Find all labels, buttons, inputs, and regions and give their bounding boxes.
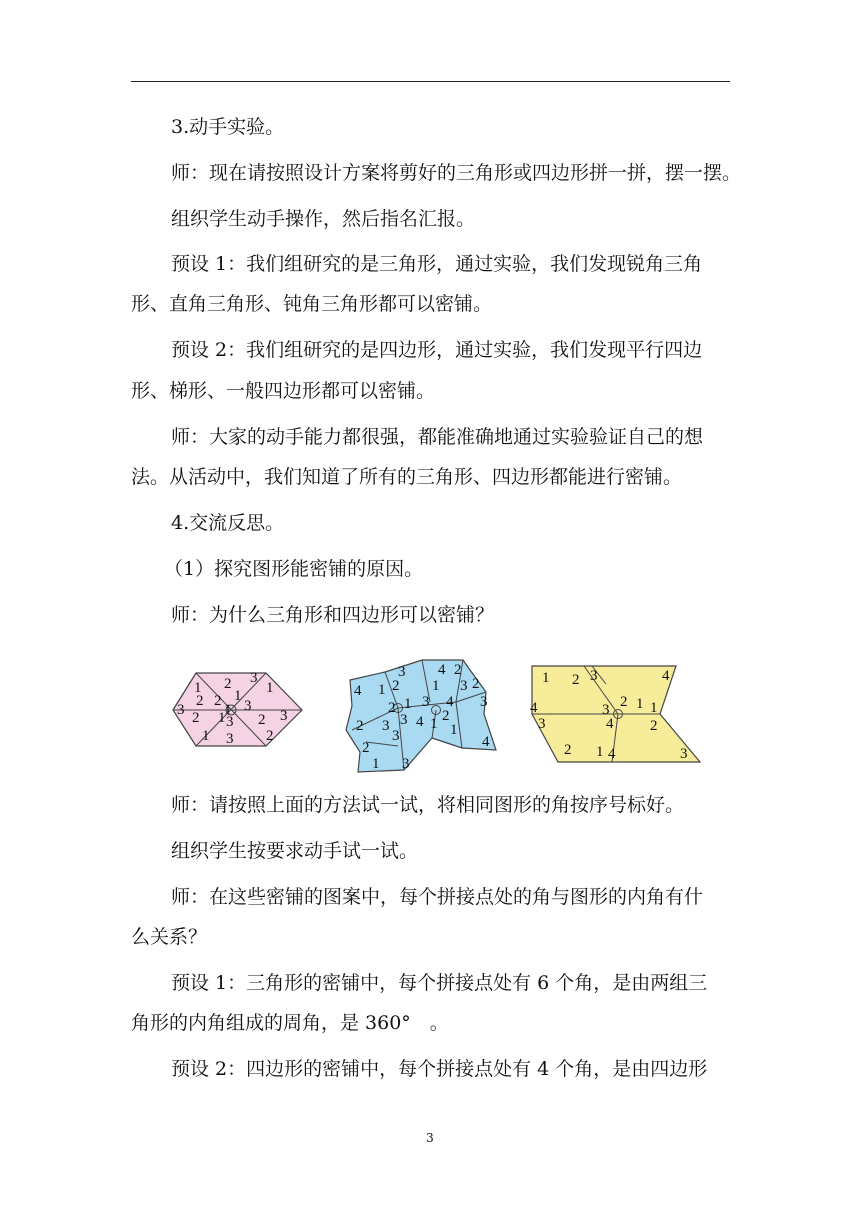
angle-label: 2: [650, 718, 658, 734]
paragraph: 么关系？: [131, 926, 208, 948]
paragraph: 角形的内角组成的周角，是 360° 。: [131, 1012, 449, 1034]
paragraph: 4.交流反思。: [171, 512, 285, 534]
angle-label: 3: [398, 664, 406, 680]
angle-label: 3: [226, 714, 234, 730]
paragraph: 预设 2：四边形的密铺中，每个拼接点处有 4 个角，是由四边形: [171, 1058, 708, 1080]
angle-label: 3: [226, 731, 234, 747]
angle-label: 3: [244, 698, 252, 714]
angle-label: 2: [442, 708, 450, 724]
angle-label: 2: [392, 678, 400, 694]
angle-label: 3: [590, 668, 598, 684]
angle-label: 4: [606, 716, 614, 732]
angle-label: 4: [662, 668, 670, 684]
angle-label: 2: [192, 710, 200, 726]
paragraph: 预设 1：三角形的密铺中，每个拼接点处有 6 个角，是由两组三: [171, 972, 708, 994]
angle-label: 2: [454, 662, 462, 678]
paragraph: 师：现在请按照设计方案将剪好的三角形或四边形拼一拼，摆一摆。: [171, 162, 742, 184]
angle-label: 4: [416, 714, 424, 730]
header-rule: [131, 81, 730, 82]
paragraph: 师：在这些密铺的图案中，每个拼接点处的角与图形的内角有什: [171, 886, 704, 908]
paragraph: 3.动手实验。: [171, 116, 285, 138]
paragraph: 师：请按照上面的方法试一试，将相同图形的角按序号标好。: [171, 794, 685, 816]
angle-label: 4: [530, 700, 538, 716]
angle-label: 3: [460, 678, 468, 694]
angle-label: 3: [177, 702, 185, 718]
angle-label: 4: [608, 746, 616, 762]
triangle-tiling: [173, 670, 302, 747]
angle-label: 2: [572, 672, 580, 688]
angle-label: 1: [542, 670, 550, 686]
paragraph: 法。从活动中，我们知道了所有的三角形、四边形都能进行密铺。: [131, 466, 683, 488]
angle-label: 3: [538, 716, 546, 732]
angle-label: 1: [636, 696, 644, 712]
paragraph: 组织学生按要求动手试一试。: [171, 840, 419, 862]
angle-label: 1: [430, 716, 438, 732]
angle-label: 3: [280, 708, 288, 724]
angle-label: 1: [650, 700, 658, 716]
page-number: 3: [426, 1131, 434, 1145]
angle-label: 3: [382, 718, 390, 734]
angle-label: 1: [450, 722, 458, 738]
angle-label: 2: [472, 676, 480, 692]
angle-label: 4: [354, 683, 362, 699]
angle-label: 1: [266, 680, 274, 696]
angle-label: 1: [596, 744, 604, 760]
angle-label: 2: [258, 712, 266, 728]
paragraph: 师：大家的动手能力都很强，都能准确地通过实验验证自己的想: [171, 426, 704, 448]
angle-label: 2: [564, 742, 572, 758]
paragraph: （1）探究图形能密铺的原因。: [164, 558, 424, 580]
paragraph: 预设 1：我们组研究的是三角形，通过实验，我们发现锐角三角: [171, 253, 703, 275]
angle-label: 4: [446, 694, 454, 710]
angle-label: 2: [388, 700, 396, 716]
angle-label: 1: [202, 728, 210, 744]
angle-label: 3: [392, 728, 400, 744]
angle-label: 3: [422, 694, 430, 710]
angle-label: 1: [234, 688, 242, 704]
angle-label: 1: [432, 678, 440, 694]
angle-label: 2: [214, 693, 222, 709]
angle-label: 3: [402, 756, 410, 772]
quad-tiling-blue: [346, 660, 496, 772]
paragraph: 形、梯形、一般四边形都可以密铺。: [131, 380, 436, 402]
angle-label: 3: [250, 670, 258, 686]
angle-label: 2: [196, 693, 204, 709]
paragraph: 形、直角三角形、钝角三角形都可以密铺。: [131, 293, 493, 315]
angle-label: 3: [400, 712, 408, 728]
angle-label: 3: [680, 746, 688, 762]
angle-label: 2: [266, 728, 274, 744]
angle-label: 1: [194, 680, 202, 696]
quad-tiling-yellow: [530, 666, 700, 762]
angle-label: 4: [482, 734, 490, 750]
tiling-figure: [160, 650, 720, 780]
angle-label: 1: [224, 702, 232, 718]
angle-label: 2: [620, 694, 628, 710]
angle-label: 2: [224, 676, 232, 692]
angle-label: 1: [404, 696, 412, 712]
angle-label: 2: [356, 718, 364, 734]
angle-label: 1: [218, 710, 226, 726]
angle-label: 1: [372, 756, 380, 772]
angle-label: 4: [438, 662, 446, 678]
angle-label: 1: [378, 682, 386, 698]
paragraph: 组织学生动手操作，然后指名汇报。: [171, 208, 476, 230]
angle-label: 3: [602, 702, 610, 718]
angle-label: 3: [480, 694, 488, 710]
angle-label: 2: [362, 740, 370, 756]
paragraph: 师：为什么三角形和四边形可以密铺？: [171, 604, 495, 626]
paragraph: 预设 2：我们组研究的是四边形，通过实验，我们发现平行四边: [171, 339, 703, 361]
